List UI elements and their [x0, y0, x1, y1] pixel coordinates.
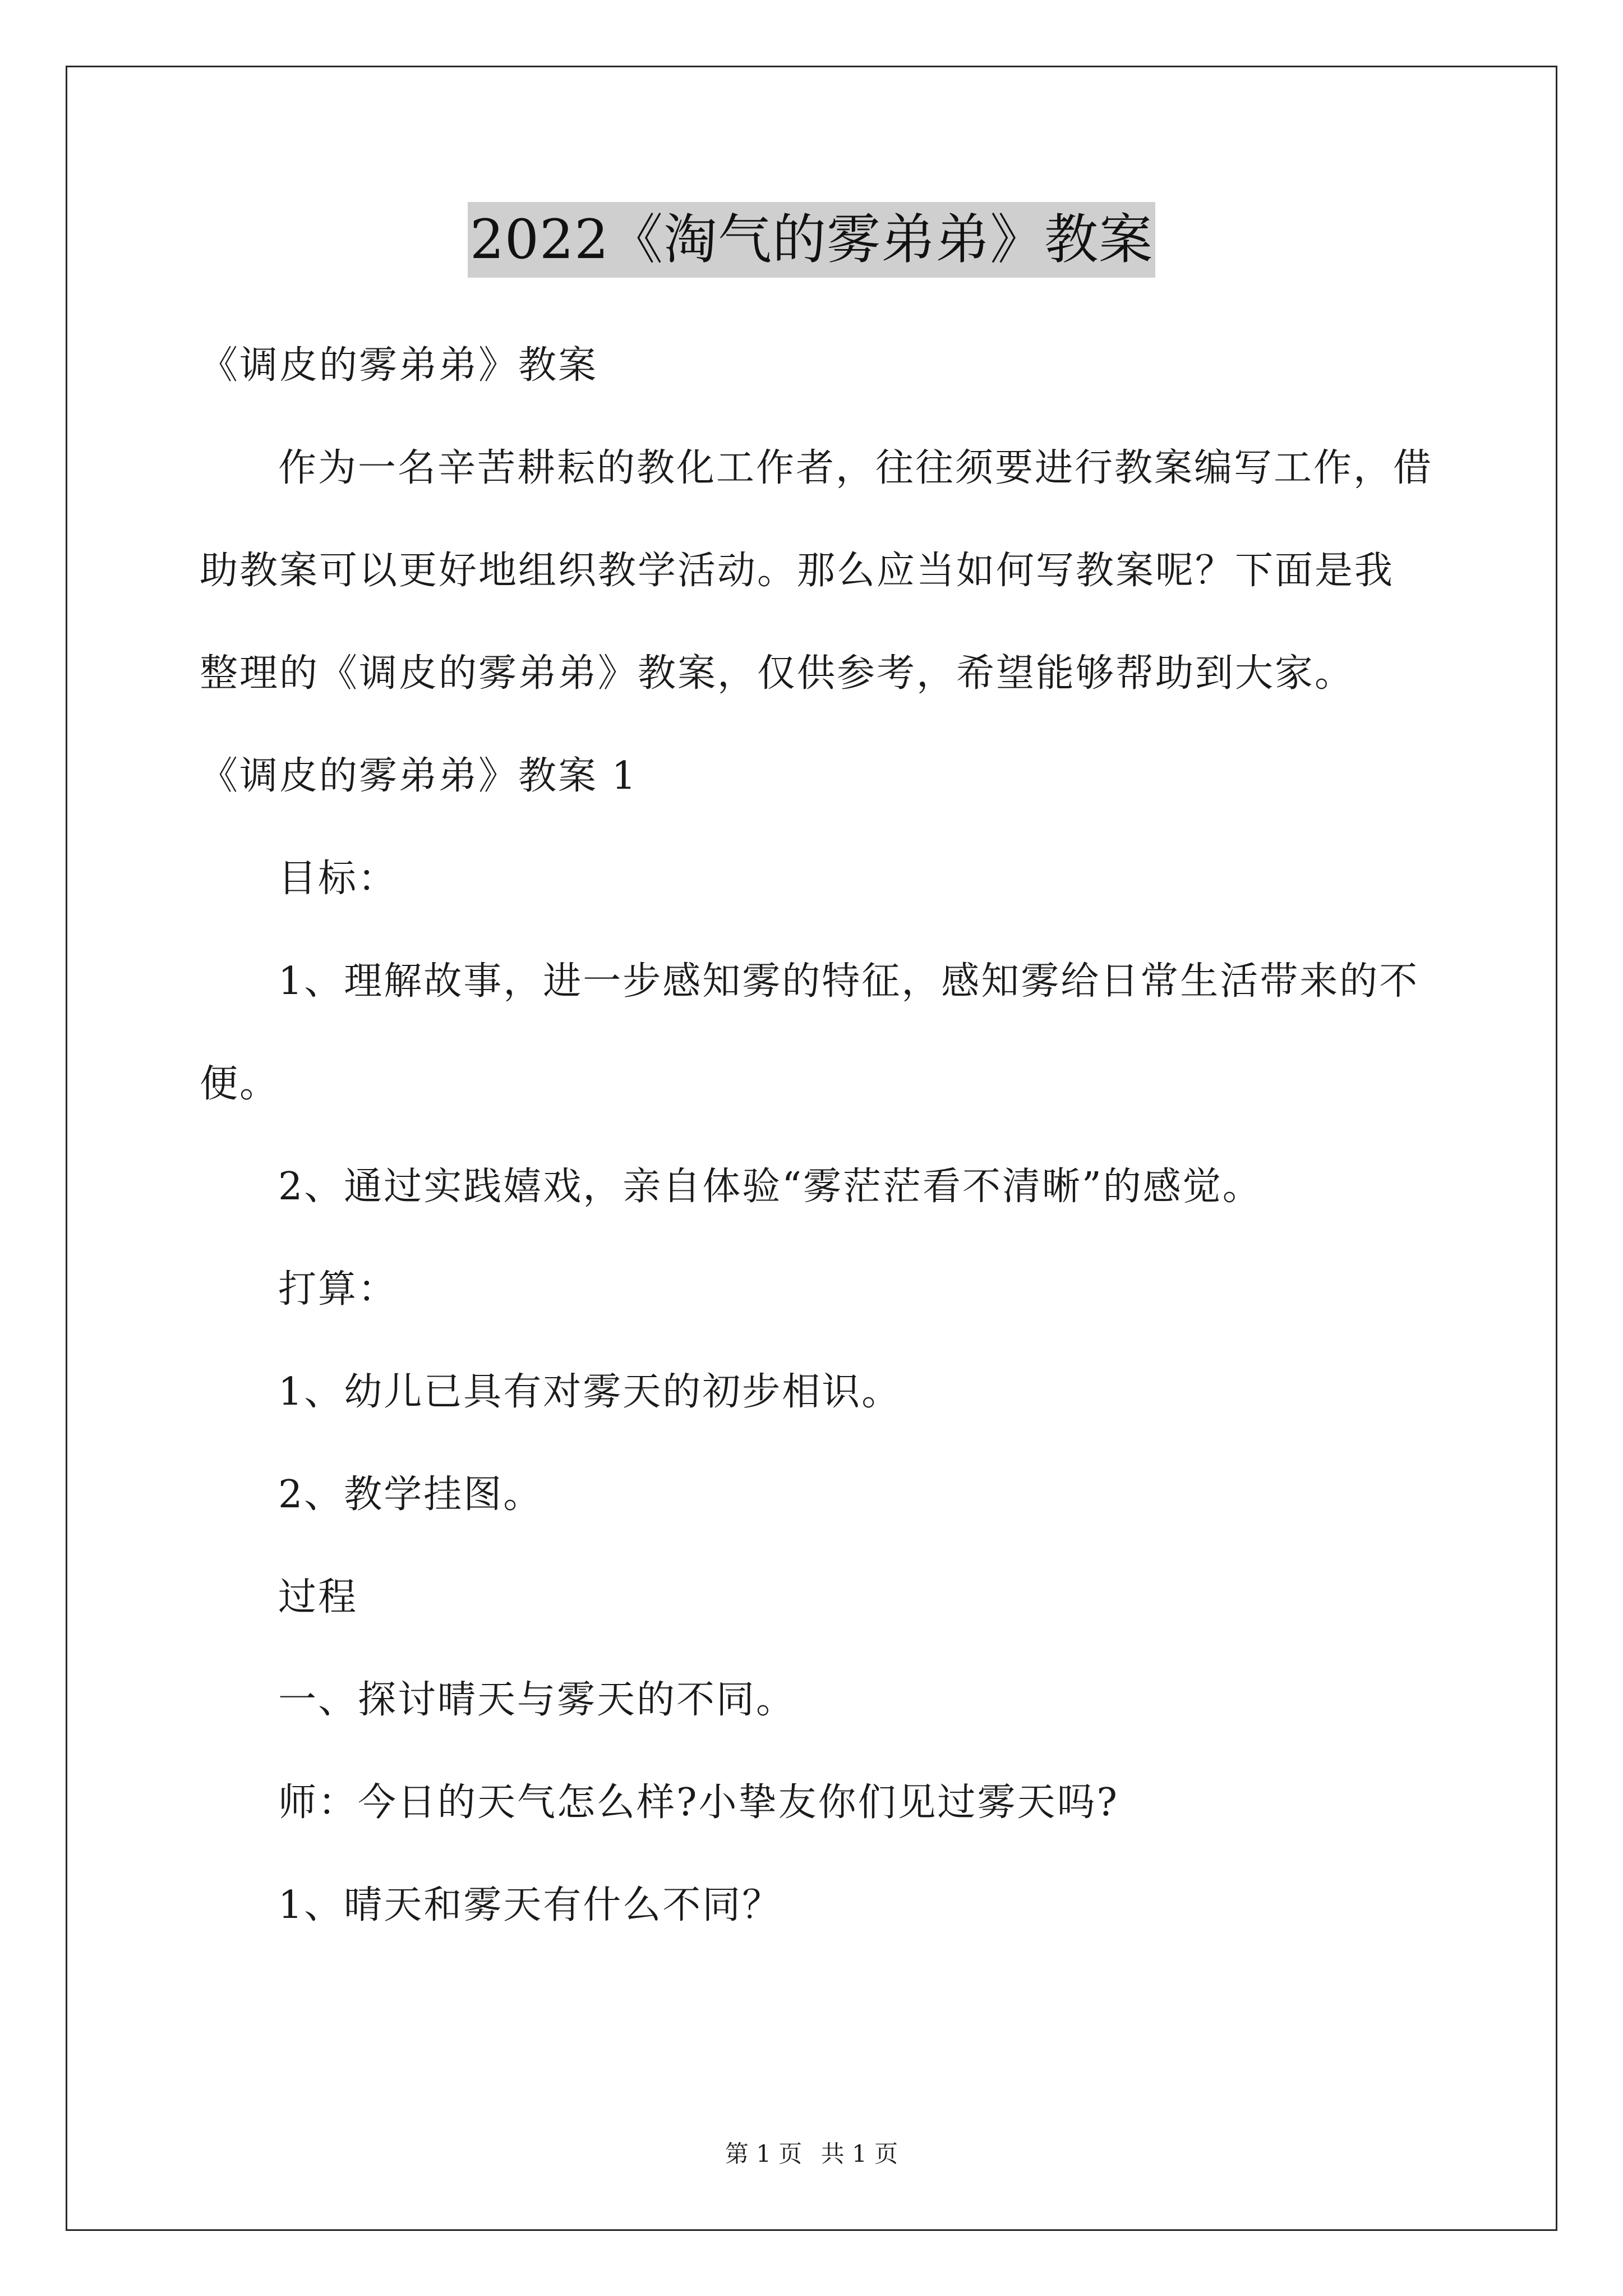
- paragraph: 一、探讨晴天与雾天的不同。: [278, 1678, 796, 1722]
- paragraph: 1、理解故事，进一步感知雾的特征，感知雾给日常生活带来的不便。: [200, 959, 1419, 1106]
- page-footer: [0, 2137, 1623, 2171]
- paragraph: 1、晴天和雾天有什么不同？: [278, 1883, 782, 1927]
- page-number-current: 第 1 页: [725, 2140, 803, 2168]
- paragraph: 2、通过实践嬉戏，亲自体验“雾茫茫看不清晰”的感觉。: [278, 1165, 1262, 1209]
- paragraph: 《调皮的雾弟弟》教案 1: [200, 754, 638, 798]
- paragraph: 师：今日的天气怎么样?小挚友你们见过雾天吗?: [278, 1780, 1119, 1825]
- paragraph: 目标：: [278, 857, 398, 901]
- paragraph: 过程: [278, 1575, 358, 1619]
- paragraph: 作为一名辛苦耕耘的教化工作者，往往须要进行教案编写工作，借助教案可以更好地组织教学活动。那么应当如何写教案呢？下面是我整理的《调皮的雾弟弟》教案，仅供参考，希望能够帮助到大家。: [200, 446, 1433, 696]
- document-title: 2022《淘气的雾弟弟》教案: [468, 202, 1155, 278]
- paragraph: 打算：: [278, 1267, 398, 1312]
- paragraph: 《调皮的雾弟弟》教案: [200, 343, 598, 388]
- document-body: [200, 314, 1433, 1957]
- paragraph: 2、教学挂图。: [278, 1473, 543, 1517]
- page-number-total: 共 1 页: [820, 2140, 898, 2168]
- paragraph: 1、幼儿已具有对雾天的初步相识。: [278, 1370, 902, 1414]
- title-wrapper: [0, 202, 1623, 278]
